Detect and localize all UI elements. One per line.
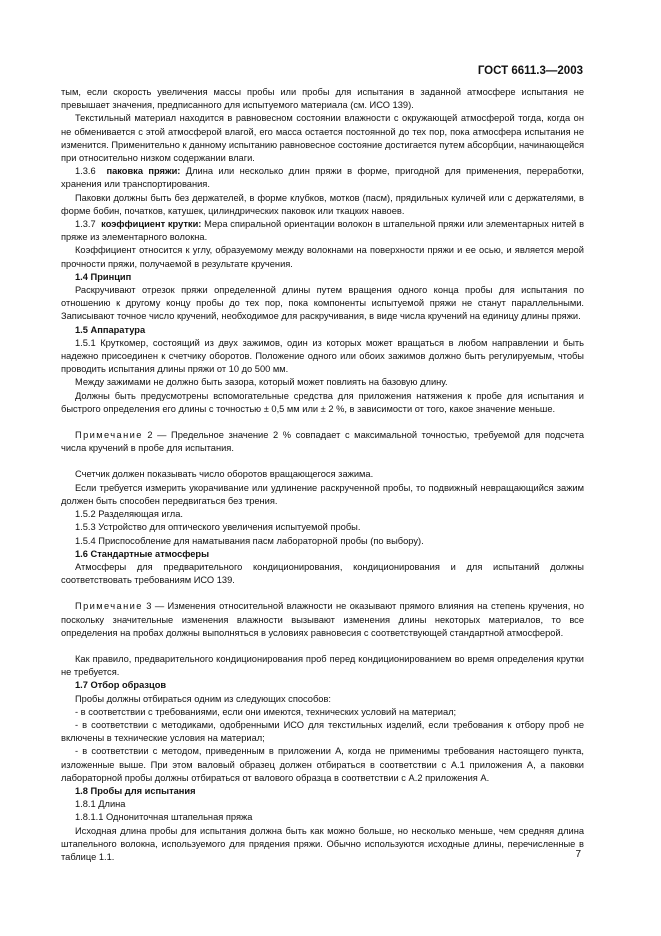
paragraph: Паковки должны быть без держателей, в форме клубков, мотков (пасм), прядильных куличей или с держателями, в форме бобин, початков, катушек, цилиндрических паковок или ткацких навоев. [61,192,584,216]
section-heading: 1.5 Аппаратура [75,324,146,335]
page-number: 7 [575,849,581,860]
paragraph: 1.5.1 Круткомер, состоящий из двух зажимов, один из которых может вращаться в любом направлении и быть надежно присоединен к счетчику оборотов. Положение одного или обоих зажимов должно быть регулируемым, чтобы проводить испытания длины пряжи от 10 до 500 мм. [61,337,584,375]
list-item: - в соответствии с методом, приведенным в приложении А, когда не применимы требования настоящего пункта, изложенные выше. При этом валовый образец должен отбираться в соответствии с А.1 приложения А, а паковки лабораторной пробы должны отбираться от валового образца в соответствии с А.2 приложения А. [61,746,584,783]
section-heading: 1.4 Принцип [75,271,132,282]
paragraph: 1.5.3 Устройство для оптического увеличения испытуемой пробы. [75,522,361,533]
definition-paragraph [61,218,584,244]
paragraph: Как правило, предварительного кондиционирования проб перед кондиционированием во время определения крутки не требуется. [61,653,584,678]
definition-text: Длина или несколько длин пряжи в форме, пригодной для применения, переработки, хранения или транспортирования. [61,166,584,190]
note-text: 3 — Изменения относительной влажности не оказывают прямого влияния на степень кручения, но поскольку значительные изменения влажности вызывают изменения длины некоторых материалов, то все определения на пробах должны выполняться в условиях равновесия с соответствующей стандартной атмосферой. [61,601,584,638]
definition-paragraph [61,165,584,191]
note [61,600,584,640]
paragraph: Должны быть предусмотрены вспомогательные средства для приложения натяжения к пробе для испытания и быстрого определения его длины с точностью ± 0,5 мм или ± 2 %, в зависимости от того, какое значение меньше. [61,390,584,414]
paragraph: 1.8.1 Длина [75,799,126,810]
definition-text: Мера спиральной ориентации волокон в штапельной пряжи или элементарных нитей в пряже из элементарного волокна. [61,219,585,243]
paragraph: Исходная длина пробы для испытания должна быть как можно больше, но несколько меньше, чем средняя длина штапельного волокна, используемого для прядения пряжи. Обычно используются исходные длины, перечисленные в таблице 1.1. [61,825,584,862]
paragraph: Пробы должны отбираться одним из следующих способов: [75,693,331,704]
note-label: Примечание [75,430,143,441]
paragraph: Атмосферы для предварительного кондиционирования, кондиционирования и для испытаний должны соответствовать требованиям ИСО 139. [61,561,584,586]
note-text: 2 — Предельное значение 2 % совпадает с максимальной точностью, требуемой для подсчета числа кручений в пробе для испытания. [61,430,584,454]
section-heading: 1.8 Пробы для испытания [75,785,196,796]
list-item: - в соответствии с методиками, одобренными ИСО для текстильных изделий, если требования к отбору проб не включены в технические условия на материал; [61,719,584,744]
section-heading: 1.6 Стандартные атмосферы [75,548,210,559]
page-body [61,86,584,864]
document-header: ГОСТ 6611.3—2003 [477,65,583,77]
paragraph: Если требуется измерить укорачивание или удлинение раскрученной пробы, то подвижный невращающийся зажим должен быть способен передвигаться без трения. [61,482,584,506]
section-heading: 1.7 Отбор образцов [75,680,167,691]
paragraph: тым, если скорость увеличения массы пробы или пробы для испытания в заданной атмосфере испытания не превышает значения, предписанного для испытуемого материала (см. ИСО 139). [61,87,584,111]
paragraph: 1.8.1.1 Однониточная штапельная пряжа [75,812,253,823]
paragraph: Коэффициент относится к углу, образуемому между волокнами на поверхности пряжи и ее осью, и является мерой прочности пряжи, получаемой в результате кручения. [61,245,584,269]
note-label: Примечание [75,601,143,612]
note [61,429,584,455]
paragraph: Текстильный материал находится в равновесном состоянии влажности с окружающей атмосферой тогда, когда он не обменивается с этой атмосферой влагой, его масса остается постоянной до тех пор, пока атмосфера испытания не изменится. Применительно к данному испытанию равновесное состояние достигается путем абсорбции, начинающейся при относительно низком содержании влаги. [61,113,584,164]
paragraph: Раскручивают отрезок пряжи определенной длины путем вращения одного конца пробы для испытания по отношению к другому концу пробы до тех пор, пока компоненты испытуемой пряжи не станут параллельными. Записывают точное число кручений, необходимое для раскручивания, в виде числа кручений на единицу длины пряжи. [61,285,584,322]
clause-number: 1.3.7 [75,219,96,230]
list-item: - в соответствии с требованиями, если они имеются, технических условий на материал; [75,706,457,717]
paragraph: Счетчик должен показывать число оборотов вращающегося зажима. [75,469,374,480]
term: паковка пряжи: [106,166,181,177]
paragraph: Между зажимами не должно быть зазора, который может повлиять на базовую длину. [75,377,448,388]
paragraph: 1.5.4 Приспособление для наматывания пасм лабораторной пробы (по выбору). [75,535,424,546]
paragraph: 1.5.2 Разделяющая игла. [75,509,183,520]
clause-number: 1.3.6 [75,166,96,177]
term: коэффициент крутки: [101,219,202,230]
